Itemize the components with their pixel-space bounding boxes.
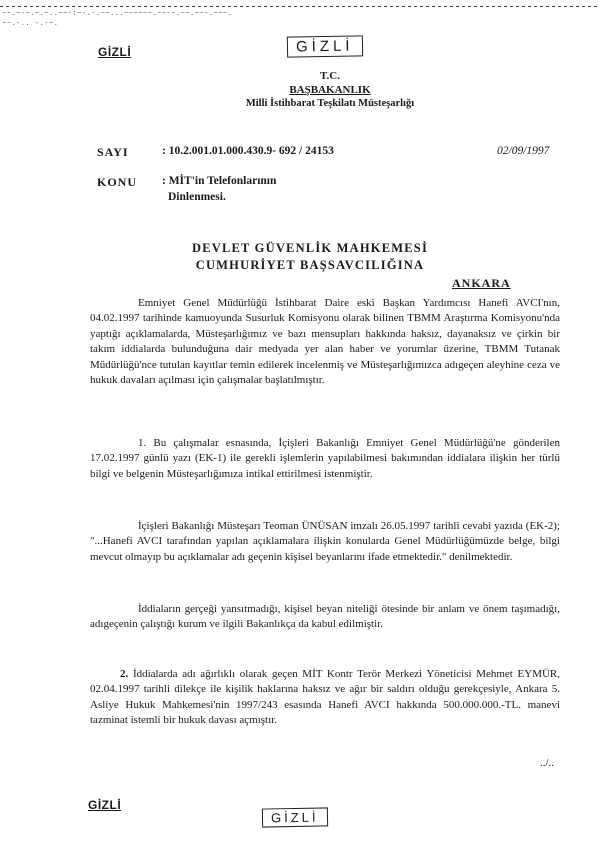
- paragraph-4: [90, 667, 560, 729]
- konu-value-line2: Dinlenmesi.: [168, 191, 226, 203]
- paragraph-3: İddiaların gerçeği yansıtmadığı, kişisel beyan niteliği ötesinde bir anlam ve önem taşımadığı, adıgeçenin çalıştığı kurum ve ilgili Bakanlıkça da kabul edilmiştir.: [90, 603, 560, 631]
- document-date: 02/09/1997: [497, 145, 550, 157]
- fax-header-line: [0, 6, 600, 7]
- recipient-city: ANKARA: [452, 276, 511, 290]
- paragraph-4-number: 2.: [120, 668, 129, 680]
- paragraph-1-number: 1.: [138, 437, 147, 449]
- header-line3: Milli İstihbarat Teşkilatı Müsteşarlığı: [245, 98, 415, 109]
- paragraph-intro: Emniyet Genel Müdürlüğü İstihbarat Daire eski Başkan Yardımcısı Hanefi AVCI'nın, 04.02.1997 tarihinde kamuoyunda Susurluk Komisyonu olarak bilinen TBMM Araştırma Komisyonu'nda yaptığı açıklamalarda, Müsteşarlığımız ve bazı mensupları hakkında haksız, dayanaksız ve çirkin bir takım iddialarda bulunduğuna dair medyada yer alan haber ve yorumlar üzerine, TBMM Tutanak Müdürlüğü'nce tutulan kayıtlar temin edilerek incelenmiş ve Müsteşarlığımızca adıgeçen aleyhine ceza ve hukuk davaları açılması için çalışmalar başlatılmıştır.: [90, 297, 560, 387]
- konu-label: KONU: [97, 175, 137, 189]
- recipient-line1: DEVLET GÜVENLİK MAHKEMESİ: [191, 241, 429, 255]
- paragraph-1-text: Bu çalışmalar esnasında, İçişleri Bakanlığı Emniyet Genel Müdürlüğü'ne gönderilen 17.02.1997 günlü yazı (EK-1) ile gerekli işlemlerin yapılabilmesi bakımından iddialara ilişkin her türlü bilgi ve belgenin Müsteşarlığımıza intikal ettirilmesi istenmiştir.: [90, 437, 560, 480]
- konu-value-line1: : MİT'in Telefonlarının: [162, 175, 277, 187]
- fax-header-noise-2: ~~.-.. -.-~.: [2, 20, 59, 28]
- fax-header-noise: ~~.~-~.~.~..~~-:~-.-.~~...~~~~~~.~~-~.~~.~~-.~~~.: [2, 10, 233, 18]
- classification-stamp-bottom: GİZLİ: [262, 807, 328, 827]
- paragraph-2: İçişleri Bakanlığı Müsteşarı Teoman ÜNÜSAN imzalı 26.05.1997 tarihli cevabi yazıda (EK-2); "...Hanefi AVCI tarafından yapılan açıklamalara ilişkin konularda Genel Müdürlüğümüzde belge, bilgi mevcut olmayıp bu açıklamalar adı geçenin kişisel beyanlarını ifade etmektedir." denilmektedir.: [90, 520, 560, 563]
- classification-label-bottom: GİZLİ: [88, 798, 122, 812]
- sayi-label: SAYI: [97, 145, 129, 159]
- continuation-mark: ../..: [540, 757, 555, 769]
- paragraph-4-text: İddialarda adı ağırlıklı olarak geçen MİT Kontr Terör Merkezi Yöneticisi Mehmet EYMÜR, 02.04.1997 tarihli dilekçe ile kişilik haklarına haksız ve ağır bir saldırı olduğu gerekçesiyle, Ankara 5. Asliye Hukuk Mahkemesi'nin 1997/243 esasında Hanefi AVCI hakkında 500.000.000.-TL. manevi tazminat istemli bir hukuk davası açmıştır.: [90, 668, 561, 727]
- classification-stamp-top: GİZLİ: [287, 35, 363, 57]
- sayi-value: : 10.2.001.01.000.430.9- 692 / 24153: [162, 145, 334, 157]
- classification-label-top: GİZLİ: [98, 45, 132, 59]
- paragraph-1: [90, 436, 560, 482]
- recipient-line2: CUMHURİYET BAŞSAVCILIĞINA: [195, 258, 425, 272]
- header-line1: T.C.: [320, 70, 340, 82]
- header-line2: BAŞBAKANLIK: [289, 84, 371, 96]
